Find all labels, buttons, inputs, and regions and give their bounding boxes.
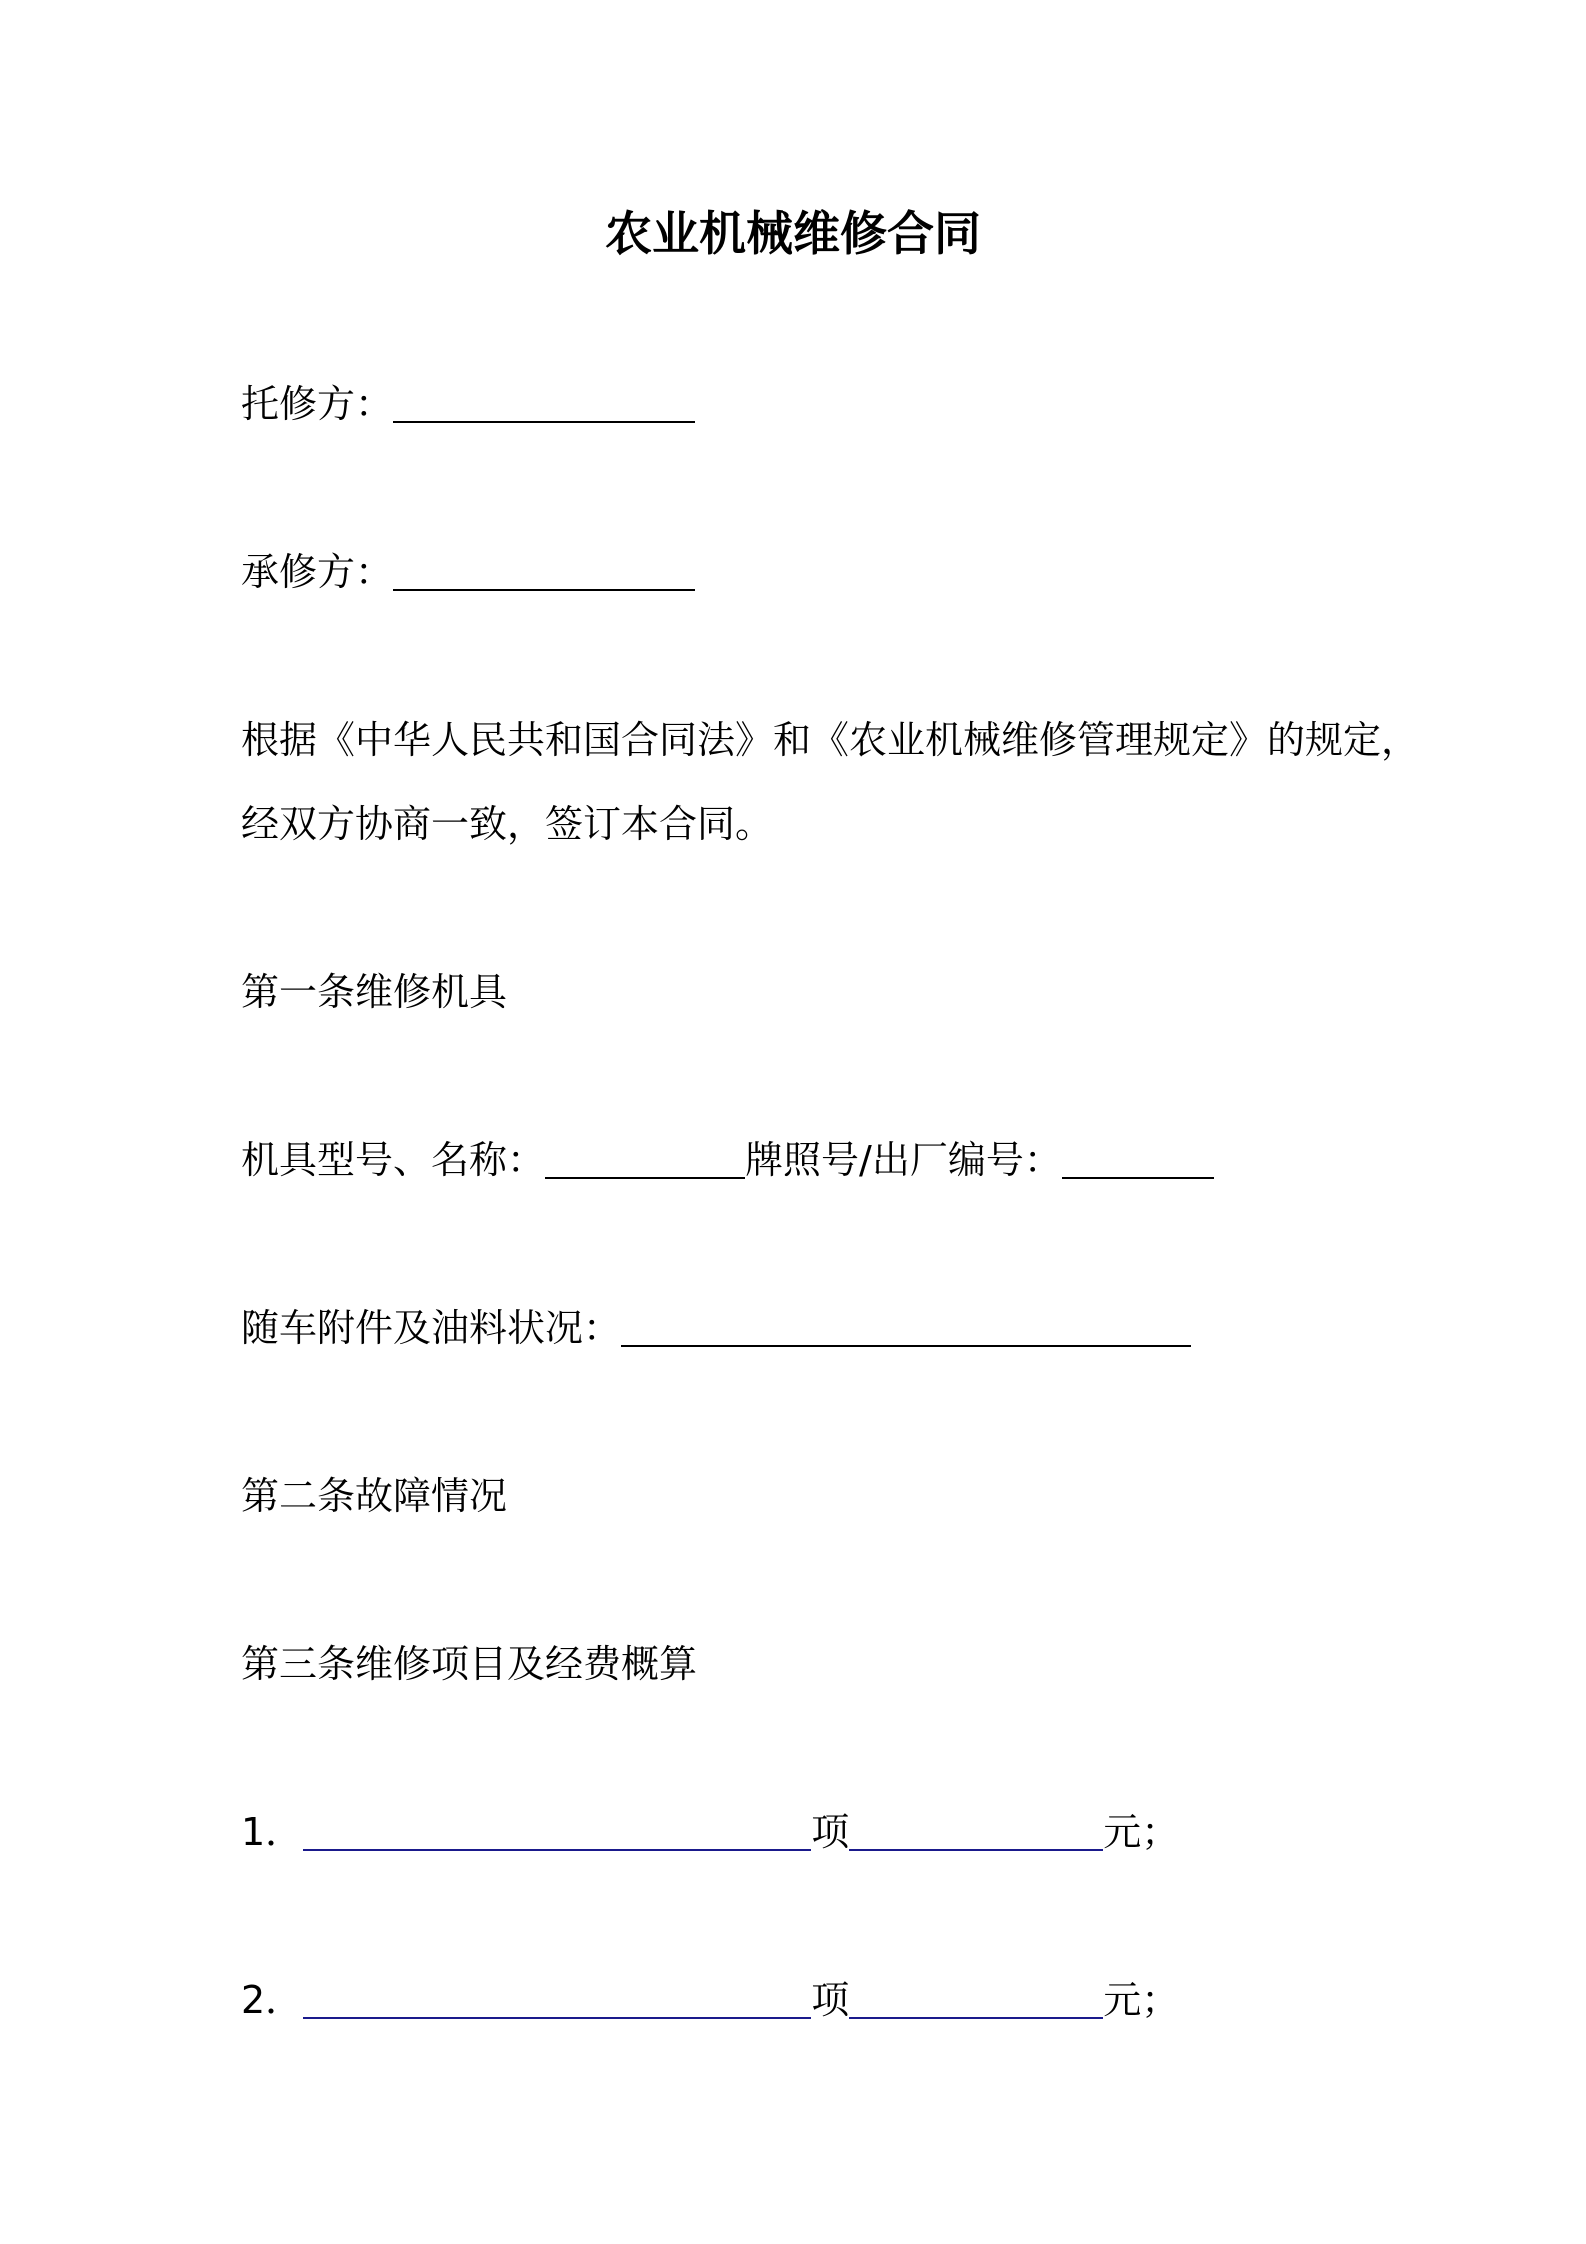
- item-number: 2．: [241, 1978, 304, 2022]
- repair-item-row: [241, 1808, 1179, 1856]
- item-unit: 项: [811, 1978, 850, 2022]
- item-description-blank[interactable]: [303, 1809, 811, 1851]
- item-unit: 项: [811, 1810, 850, 1854]
- accessories-field: [241, 1304, 1191, 1352]
- machine-model-field: [241, 1136, 1214, 1184]
- preamble-line-1: 根据《中华人民共和国合同法》和《农业机械维修管理规定》的规定，: [241, 718, 1420, 762]
- model-blank[interactable]: [545, 1137, 745, 1179]
- item-cost-blank[interactable]: [849, 1977, 1103, 2019]
- plate-label: 牌照号/出厂编号：: [745, 1138, 1062, 1182]
- accessories-blank[interactable]: [621, 1305, 1191, 1347]
- client-label: 托修方：: [241, 382, 394, 426]
- article-1-heading: 第一条维修机具: [241, 970, 508, 1014]
- article-3-heading: 第三条维修项目及经费概算: [241, 1642, 698, 1686]
- accessories-label: 随车附件及油料状况：: [241, 1306, 622, 1350]
- plate-blank[interactable]: [1062, 1137, 1214, 1179]
- preamble-line-2: 经双方协商一致，签订本合同。: [241, 802, 774, 846]
- money-unit: 元；: [1103, 1810, 1180, 1854]
- client-field: [241, 380, 695, 428]
- client-blank[interactable]: [393, 381, 695, 423]
- item-cost-blank[interactable]: [849, 1809, 1103, 1851]
- contractor-blank[interactable]: [393, 549, 695, 591]
- item-description-blank[interactable]: [303, 1977, 811, 2019]
- contractor-field: [241, 548, 695, 596]
- repair-item-row: [241, 1976, 1179, 2024]
- document-title: 农业机械维修合同: [605, 207, 981, 262]
- contractor-label: 承修方：: [241, 550, 394, 594]
- model-label: 机具型号、名称：: [241, 1138, 546, 1182]
- item-number: 1．: [241, 1810, 304, 1854]
- article-2-heading: 第二条故障情况: [241, 1474, 508, 1518]
- money-unit: 元；: [1103, 1978, 1180, 2022]
